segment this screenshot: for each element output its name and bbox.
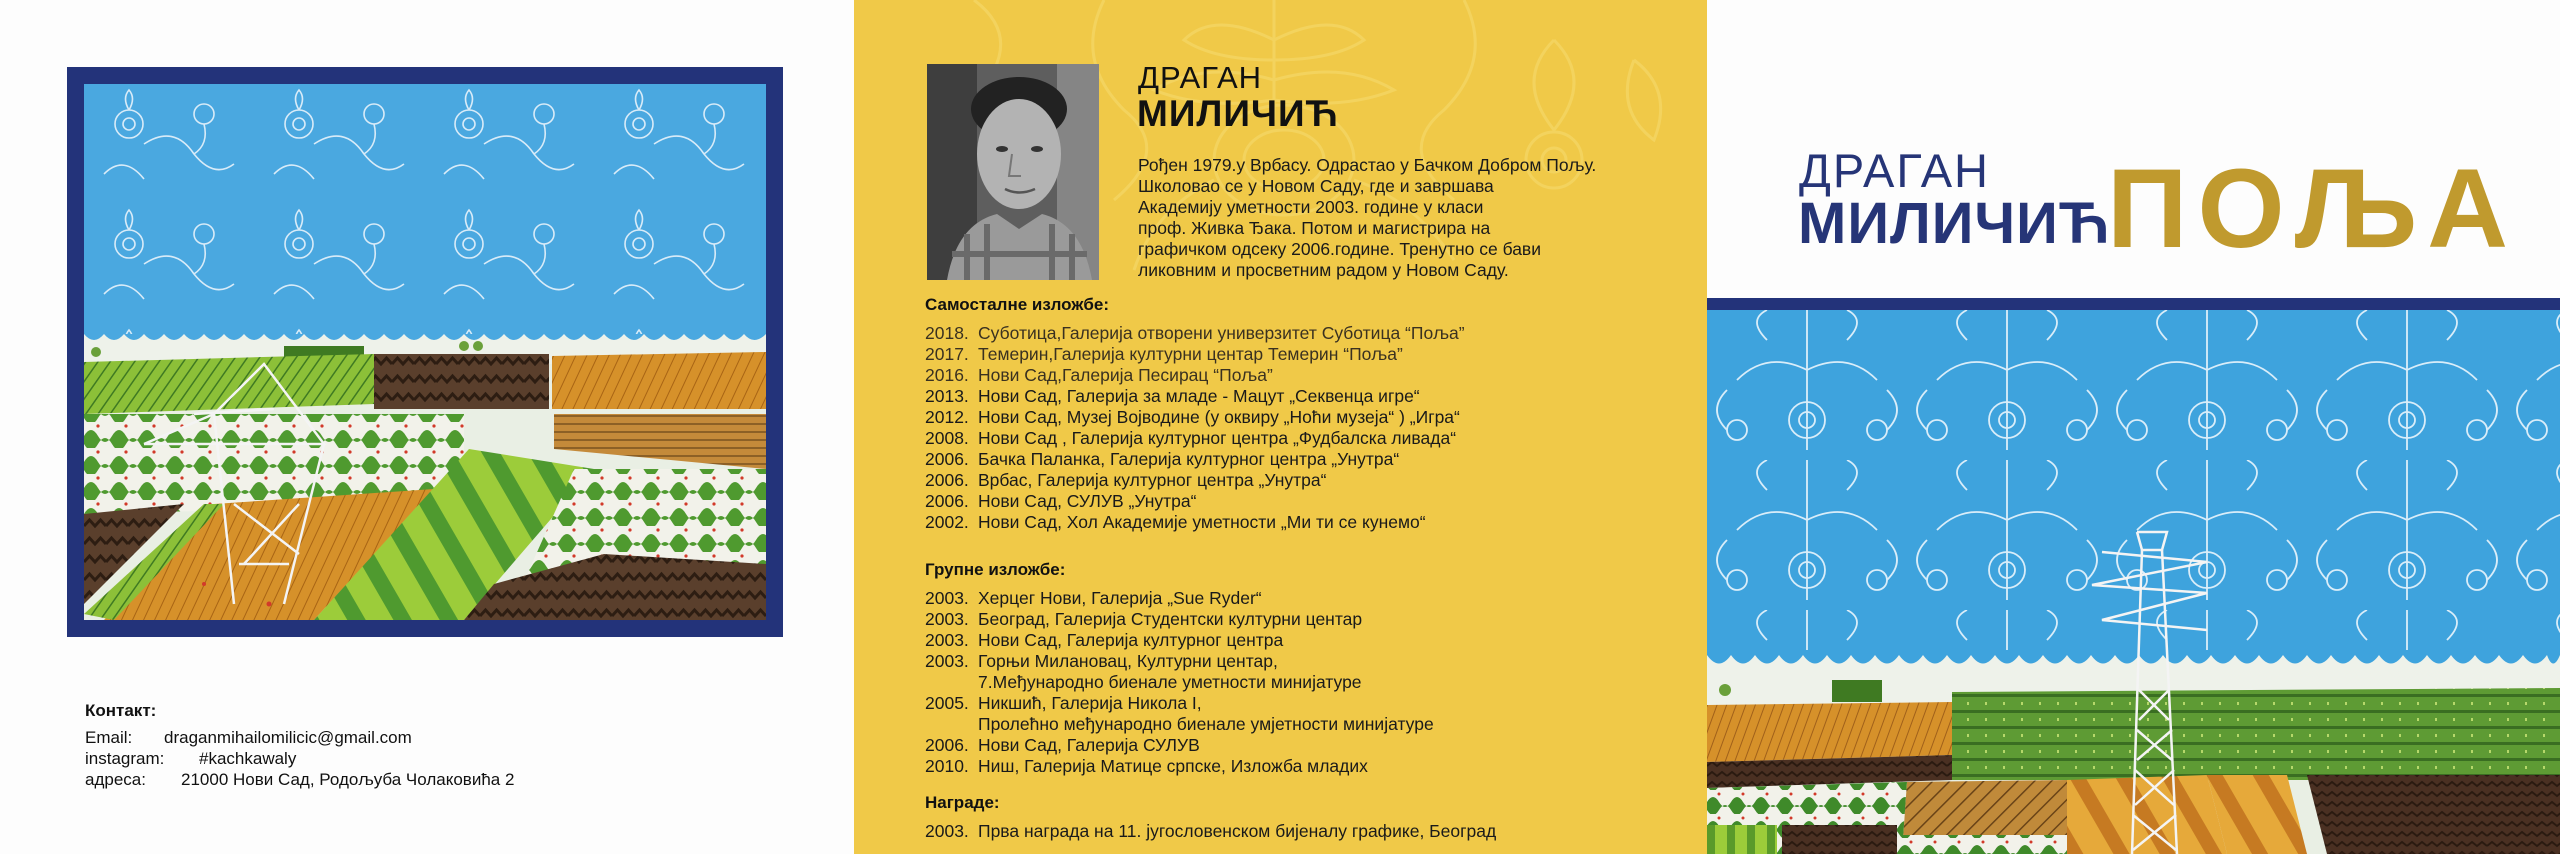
cover-exhibition-title: ПОЉА <box>2107 146 2518 271</box>
exhibition-line: 7.Међународно биенале уметности минијатуре <box>978 672 1362 692</box>
exhibition-item <box>925 323 1465 344</box>
awards <box>925 793 1496 842</box>
exhibition-line: Горњи Милановац, Културни центар, <box>978 651 1278 671</box>
exhibition-year: 2006. <box>925 735 969 755</box>
exhibition-text <box>978 630 1283 651</box>
solo-exhibitions <box>925 295 1465 533</box>
exhibition-text: Нови Сад, СУЛУВ „Унутра“ <box>978 491 1197 511</box>
biography-panel <box>854 0 1707 854</box>
contact-block <box>85 700 514 790</box>
exhibition-year: 2006. <box>925 491 969 511</box>
exhibition-item <box>925 386 1465 407</box>
exhibition-item <box>925 588 1434 609</box>
exhibition-text <box>978 609 1362 630</box>
bio-line: проф. Живка Ђака. Потом и магистрира на <box>1138 218 1491 238</box>
exhibition-text: Бачка Паланка, Галерија културног центра „Унутра“ <box>978 449 1400 469</box>
artist-last-name: МИЛИЧИЋ <box>1137 93 1339 134</box>
exhibition-year: 2010. <box>925 756 969 776</box>
exhibition-year: 2006. <box>925 449 969 469</box>
address-value: 21000 Нови Сад, Родољуба Чолаковића 2 <box>181 770 515 789</box>
exhibition-item <box>925 735 1434 756</box>
contact-instagram-row <box>85 748 514 769</box>
artist-portrait <box>927 64 1099 280</box>
contact-email-row <box>85 727 514 748</box>
exhibition-text <box>978 588 1262 609</box>
left-painting-frame <box>67 67 783 637</box>
exhibition-item <box>925 630 1434 651</box>
exhibition-year: 2017. <box>925 344 969 364</box>
exhibition-item <box>925 609 1434 630</box>
exhibition-line: Херцег Нови, Галерија „Sue Ryder“ <box>978 588 1262 608</box>
cover-artist-first-name: ДРАГАН <box>1799 144 1990 197</box>
exhibition-item <box>925 344 1465 365</box>
exhibition-item <box>925 449 1465 470</box>
instagram-label: instagram: <box>85 749 165 768</box>
cover-painting-graphic <box>1707 310 2560 854</box>
exhibition-item <box>925 470 1465 491</box>
bio-line: Рођен 1979.у Врбасу. Одрастао у Бачком Добром Пољу. <box>1138 155 1597 175</box>
exhibition-line: Ниш, Галерија Матице српске, Изложба младих <box>978 756 1368 776</box>
exhibition-year: 2012. <box>925 407 969 427</box>
exhibition-text: Нови Сад , Галерија културног центра „Фудбалска ливада“ <box>978 428 1457 448</box>
exhibition-year: 2008. <box>925 428 969 448</box>
exhibition-item <box>925 428 1465 449</box>
exhibition-text: Нови Сад,Галерија Песирац “Поља” <box>978 365 1273 385</box>
exhibition-text <box>978 693 1434 735</box>
exhibition-text: Врбас, Галерија културног центра „Унутра“ <box>978 470 1327 490</box>
bio-line: графичком одсеку 2006.године. Тренутно се бави <box>1138 239 1542 259</box>
email-value[interactable]: draganmihailomilicic@gmail.com <box>164 728 412 747</box>
bio-line: ликовним и просветним радом у Новом Саду. <box>1138 260 1509 280</box>
exhibition-item <box>925 693 1434 735</box>
exhibition-year: 2003. <box>925 609 969 629</box>
address-label: адреса: <box>85 770 146 789</box>
cover-painting <box>1707 310 2560 854</box>
exhibition-year: 2016. <box>925 365 969 385</box>
exhibition-text: Нови Сад, Хол Академије уметности „Ми ти се кунемо“ <box>978 512 1426 532</box>
exhibition-text: Суботица,Галерија отворени универзитет Суботица “Поља” <box>978 323 1465 343</box>
solo-exhibitions-heading: Самосталне изложбе: <box>925 295 1110 314</box>
exhibition-year: 2002. <box>925 512 969 532</box>
bio-line: Школовао се у Новом Саду, где и завршава <box>1138 176 1494 196</box>
bio-line: Академију уметности 2003. године у класи <box>1138 197 1484 217</box>
exhibition-year: 2005. <box>925 693 969 713</box>
group-exhibitions <box>925 560 1434 777</box>
fields-painting-graphic <box>84 84 766 620</box>
cover-panel <box>1707 0 2560 854</box>
awards-heading: Награде: <box>925 793 1000 812</box>
exhibition-item <box>925 407 1465 428</box>
award-text: Прва награда на 11. југословенском бијеналу графике, Београд <box>978 821 1497 841</box>
exhibition-year: 2013. <box>925 386 969 406</box>
exhibition-year: 2003. <box>925 651 969 671</box>
contact-heading: Контакт: <box>85 701 157 720</box>
artist-bio <box>1138 155 1678 281</box>
exhibition-year: 2003. <box>925 588 969 608</box>
portrait-graphic <box>927 64 1099 280</box>
exhibition-item <box>925 491 1465 512</box>
left-panel <box>0 0 854 854</box>
exhibition-text <box>978 735 1200 756</box>
exhibition-year: 2006. <box>925 470 969 490</box>
left-painting <box>84 84 766 620</box>
exhibition-text: Темерин,Галерија културни центар Темерин “Поља” <box>978 344 1403 364</box>
exhibition-item <box>925 512 1465 533</box>
contact-address-row <box>85 769 514 790</box>
award-item <box>925 821 1496 842</box>
exhibition-line: Београд, Галерија Студентски културни центар <box>978 609 1363 629</box>
exhibition-text: Нови Сад, Музеј Војводине (у оквиру „Ноћи музеја“ ) „Игра“ <box>978 407 1460 427</box>
exhibition-item <box>925 365 1465 386</box>
cover-artist-last-name: МИЛИЧИЋ <box>1798 191 2111 256</box>
exhibition-year: 2003. <box>925 630 969 650</box>
artist-first-name: ДРАГАН <box>1138 60 1263 95</box>
exhibition-item <box>925 651 1434 693</box>
exhibition-line: Никшић, Галерија Никола I, <box>978 693 1202 713</box>
exhibition-line: Нови Сад, Галерија СУЛУВ <box>978 735 1200 755</box>
exhibition-item <box>925 756 1434 777</box>
exhibition-line: Нови Сад, Галерија културног центра <box>978 630 1284 650</box>
exhibition-year: 2018. <box>925 323 969 343</box>
group-exhibitions-heading: Групне изложбе: <box>925 560 1066 579</box>
cover-navy-band <box>1707 298 2560 310</box>
instagram-value[interactable]: #kachkawaly <box>199 749 297 768</box>
exhibition-text <box>978 756 1368 777</box>
award-year: 2003. <box>925 821 969 841</box>
exhibition-text: Нови Сад, Галерија за младе - Мацут „Секвенца игре“ <box>978 386 1420 406</box>
exhibition-text <box>978 651 1362 693</box>
exhibition-line: Пролећно међународно биенале умјетности минијатуре <box>978 714 1434 734</box>
email-label: Email: <box>85 728 133 747</box>
